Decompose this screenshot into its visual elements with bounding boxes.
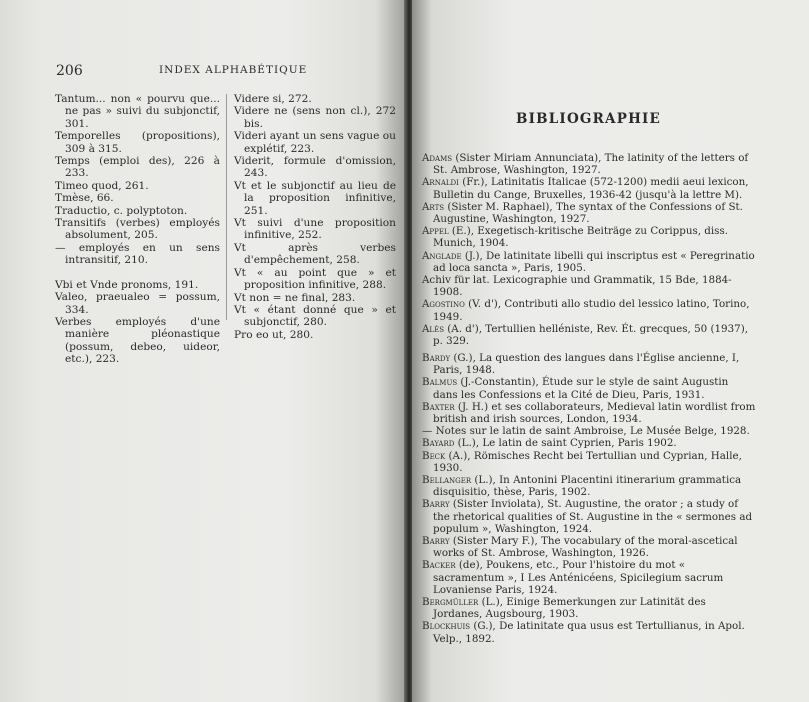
- index-entry: Pro eo ut, 280.: [234, 328, 314, 341]
- index-column-1: [55, 93, 220, 366]
- entry-author: Balmus: [422, 376, 458, 389]
- entry-text: (Sister M. Raphael), The syntax of the Confessions of St. Augustine, Washington, 1927.: [433, 200, 743, 226]
- bibliography-entry: [422, 298, 756, 322]
- entry-text: (Sister Inviolata), St. Augustine, the orator ; a study of the rhetorical qualities of St. Augustine in the « sermones ad populum », Washington, 1924.: [433, 498, 753, 535]
- page-number: 206: [56, 63, 83, 79]
- bibliography-entry: [422, 152, 756, 176]
- entry-author: Baxter: [422, 400, 455, 413]
- section-gap: [55, 267, 220, 279]
- bibliography-entry: [422, 425, 756, 437]
- entry-author: Blockhuis: [422, 620, 471, 633]
- entry-author: Backer: [422, 559, 456, 572]
- bibliography-entry: [422, 498, 756, 535]
- entry-text: (A. d'), Tertullien helléniste, Rev. Ét. grecques, 50 (1937), p. 329.: [433, 322, 748, 348]
- bibliography-entry: [422, 450, 756, 474]
- bibliography-entry: [422, 376, 756, 400]
- bibliography-entry: [422, 352, 756, 376]
- entry-text: (Sister Mary F.), The vocabulary of the moral-ascetical works of St. Ambrose, Washington, 1926.: [433, 535, 738, 560]
- entry-author: Barry: [422, 498, 450, 511]
- index-entry: Vt suivi d'une proposition infinitive, 252.: [234, 217, 396, 242]
- index-column-2: [234, 93, 396, 341]
- entry-author: Anglade: [422, 249, 462, 262]
- bibliography-entry: [422, 225, 756, 249]
- entry-text: (de), Poukens, etc., Pour l'histoire du mot « sacramentum », I Les Anténicéens, Spicilegium sacrum Lovaniense Paris, 1924.: [433, 559, 724, 596]
- bibliography-entry: [422, 535, 756, 559]
- bibliography-entry: [422, 323, 756, 347]
- bibliography-entry: [422, 401, 756, 425]
- entry-text: (E.), Exegetisch-kritische Beiträge zu Corippus, diss. Munich, 1904.: [433, 225, 729, 250]
- entry-text: (J.), De latinitate libelli qui inscriptus est « Peregrinatio ad loca sancta », Paris, 1905.: [433, 249, 755, 274]
- index-entry: — employés en un sens intransitif, 210.: [55, 241, 220, 267]
- entry-author: Agostino: [422, 298, 465, 311]
- index-entry: Verbes employés d'une manière pléonastique (possum, debeo, uideor, etc.), 223.: [55, 315, 220, 366]
- entry-text: (G.), La question des langues dans l'Église ancienne, I, Paris, 1948.: [433, 352, 740, 377]
- index-entry: Temporelles (propositions), 309 à 315.: [55, 130, 220, 155]
- entry-text: (J.-Constantin), Étude sur le style de saint Augustin dans les Confessions et la Cité de Dieu, Paris, 1931.: [433, 376, 729, 401]
- entry-author: Bellanger: [422, 474, 472, 487]
- bibliography-entry: [422, 620, 756, 644]
- index-entry: Tmèse, 66.: [55, 192, 114, 205]
- entry-author: Bayard: [422, 437, 455, 450]
- entry-text: (J. H.) et ses collaborateurs, Medieval latin wordlist from british and irish sources, London, 1934.: [433, 400, 756, 426]
- index-entry: Transitifs (verbes) employés absolument, 205.: [55, 217, 220, 242]
- entry-text: — Notes sur le latin de saint Ambroise, Le Musée Belge, 1928.: [422, 425, 750, 438]
- bibliography-entry: [422, 274, 756, 298]
- index-entry: Vt après verbes d'empêchement, 258.: [234, 241, 396, 267]
- bibliography-entry: [422, 596, 756, 620]
- entry-author: Bergmüller: [422, 596, 479, 609]
- entry-author: Beck: [422, 449, 446, 462]
- entry-author: Arts: [422, 200, 445, 213]
- index-entry: Videre si, 272.: [234, 93, 312, 105]
- bibliography-title: BIBLIOGRAPHIE: [516, 111, 662, 127]
- running-head-title: INDEX ALPHABÉTIQUE: [159, 64, 308, 76]
- index-entry: Temps (emploi des), 226 à 233.: [55, 155, 220, 180]
- column-divider: [226, 94, 227, 320]
- entry-text: (Sister Miriam Annunciata), The latinity of the letters of St. Ambrose, Washington, 1927.: [433, 152, 749, 177]
- entry-author: Arnaldi: [422, 176, 459, 189]
- index-entry: Traductio, c. polyptoton.: [55, 204, 188, 217]
- bibliography-entry: [422, 559, 756, 596]
- entry-author: Adams: [422, 152, 453, 164]
- bibliography-group-a: [422, 152, 756, 347]
- entry-text: (L.), Le latin de saint Cyprien, Paris 1902.: [454, 437, 677, 450]
- index-entry: Valeo, praeualeo = possum, 334.: [55, 291, 220, 316]
- entry-text: Achiv für lat. Lexicographie und Grammatik, 15 Bde, 1884-1908.: [422, 274, 732, 299]
- entry-text: (L.), In Antonini Placentini itinerarium grammatica disquisitio, thèse, Paris, 1902.: [433, 474, 742, 499]
- entry-author: Barry: [422, 535, 450, 548]
- index-entry: Viderit, formule d'omission, 243.: [234, 155, 396, 180]
- index-entry: Vt non = ne final, 283.: [234, 291, 356, 304]
- bibliography-entry: [422, 250, 756, 274]
- bibliography-group-b: [422, 352, 756, 645]
- index-entry: Timeo quod, 261.: [55, 179, 149, 192]
- entry-author: Alès: [422, 322, 444, 335]
- entry-text: (A.), Römisches Recht bei Tertullian und Cyprian, Halle, 1930.: [433, 449, 742, 474]
- entry-text: (L.), Einige Bemerkungen zur Latinität des Jordanes, Augsbourg, 1903.: [433, 596, 706, 621]
- index-entry: Videri ayant un sens vague ou explétif, 223.: [234, 130, 396, 155]
- index-entry: Vbi et Vnde pronoms, 191.: [55, 278, 199, 291]
- bibliography-entry: [422, 176, 756, 200]
- index-entry: Vt et le subjonctif au lieu de la proposition infinitive, 251.: [234, 179, 396, 217]
- index-entry: Videre ne (sens non cl.), 272 bis.: [234, 105, 396, 130]
- entry-text: (G.), De latinitate qua usus est Tertullianus, in Apol. Velp., 1892.: [433, 620, 745, 645]
- index-entry: Vt « étant donné que » et subjonctif, 280.: [234, 303, 396, 329]
- entry-text: (Fr.), Latinitatis Italicae (572-1200) medii aeui lexicon, Bulletin du Cange, Bruxelles, 1936-42 (jusqu'à la lettre M).: [433, 176, 749, 201]
- entry-author: Bardy: [422, 352, 451, 364]
- bibliography-entry: [422, 474, 756, 498]
- index-entry: Vt « au point que » et proposition infinitive, 288.: [234, 266, 396, 292]
- entry-author: Appel: [422, 225, 449, 238]
- bibliography-entry: [422, 201, 756, 225]
- entry-text: (V. d'), Contributi allo studio del lessico latino, Torino, 1949.: [433, 298, 750, 323]
- index-entry: Tantum... non « pourvu que... ne pas » suivi du subjonctif, 301.: [55, 93, 220, 130]
- bibliography-entry: [422, 437, 756, 449]
